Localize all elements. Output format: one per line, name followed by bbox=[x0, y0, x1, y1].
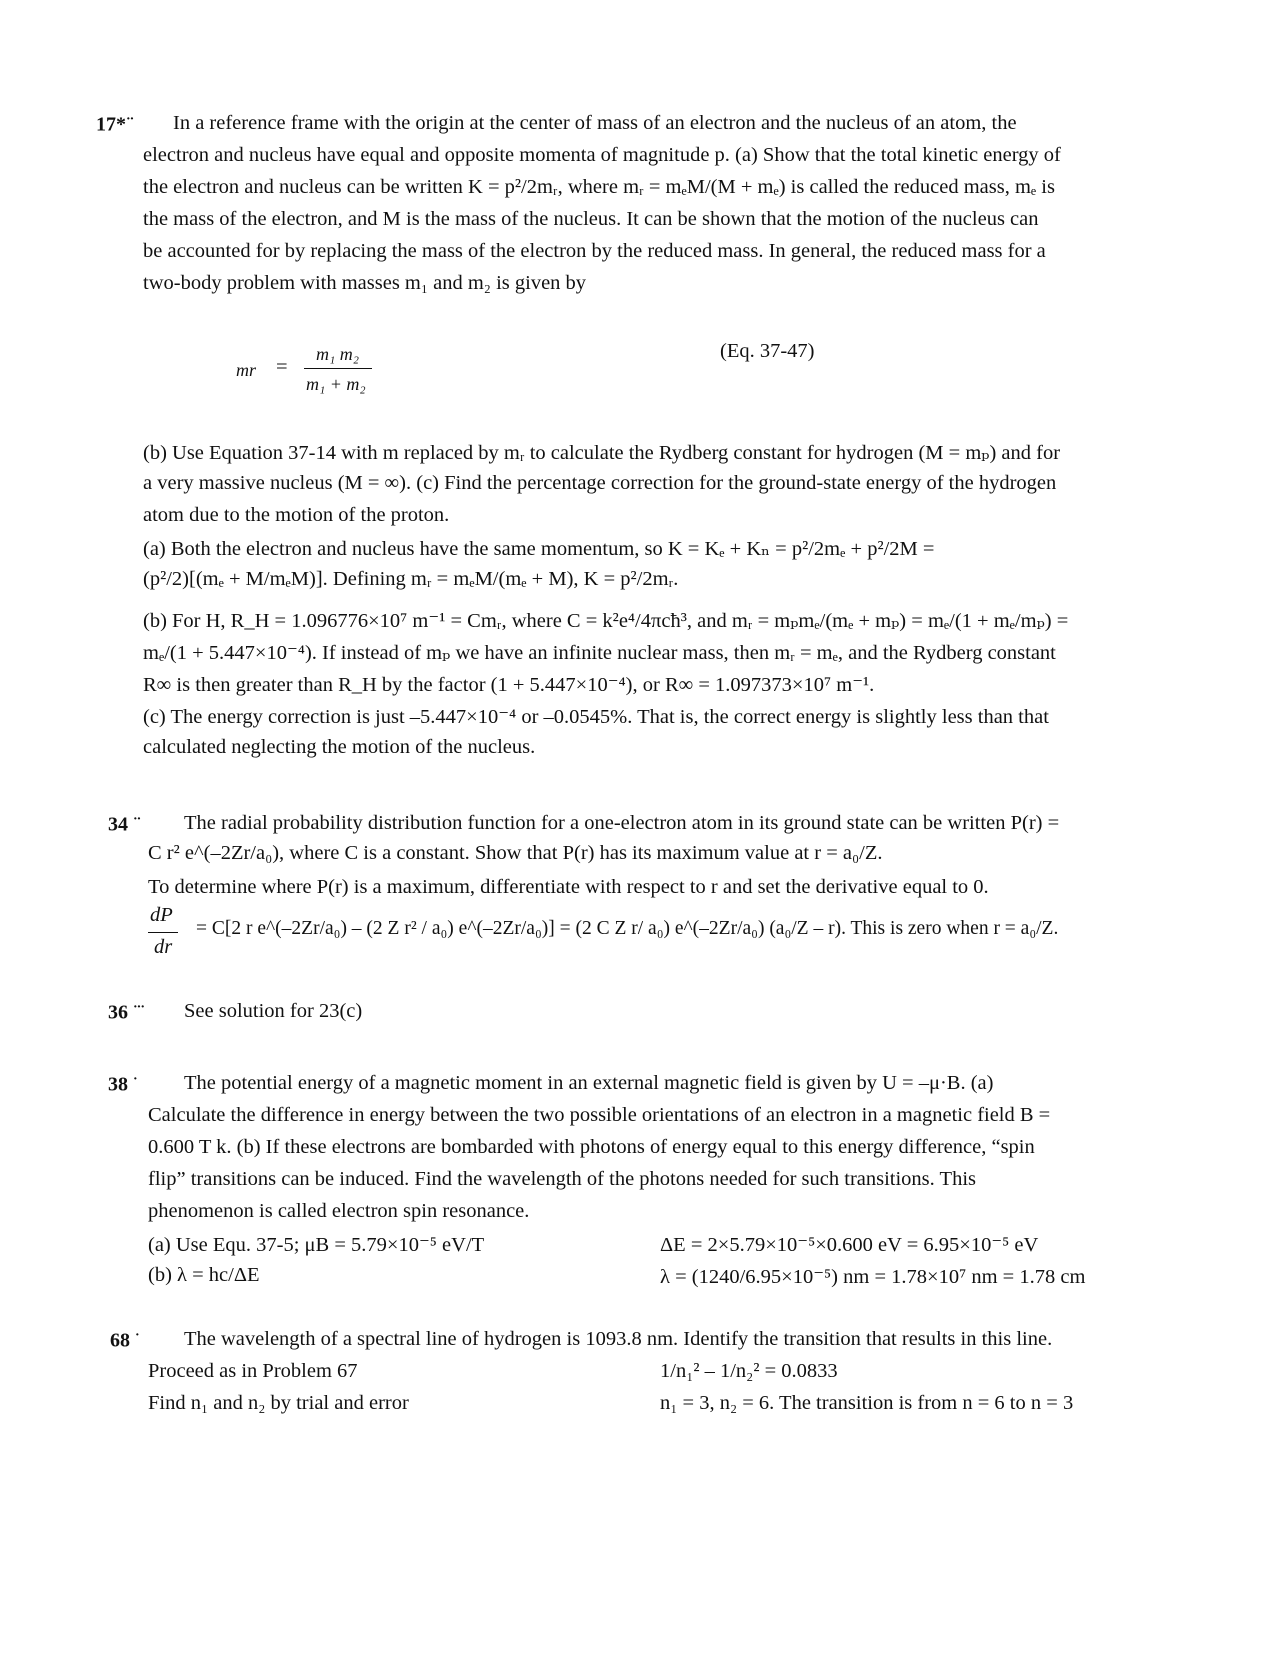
derivative-denominator: dr bbox=[154, 936, 173, 958]
p68-solution-1-right: 1/n₁² – 1/n₂² = 0.0833 bbox=[660, 1360, 838, 1382]
p38-solution-b-right: λ = (1240/6.95×10⁻⁵) nm = 1.78×10⁷ nm = 1.78 cm bbox=[660, 1266, 1086, 1288]
p34-solution-line-1: To determine where P(r) is a maximum, differentiate with respect to r and set the derivative equal to 0. bbox=[148, 876, 989, 898]
p36-text: See solution for 23(c) bbox=[184, 1000, 363, 1022]
p17-question-line-2: electron and nucleus have equal and opposite momenta of magnitude p. (a) Show that the total kinetic energy of bbox=[143, 144, 1061, 166]
p17-question-line-4: the mass of the electron, and M is the mass of the nucleus. It can be shown that the motion of the nucleus can bbox=[143, 208, 1039, 230]
p68-solution-2-right: n₁ = 3, n₂ = 6. The transition is from n = 6 to n = 3 bbox=[660, 1392, 1074, 1414]
problem-36-number: 36 ··· bbox=[108, 1000, 145, 1024]
p38-question-line-3: 0.600 T k. (b) If these electrons are bombarded with photons of energy equal to this energy difference, “spin bbox=[148, 1136, 1035, 1158]
problem-68-number: 68 · bbox=[110, 1328, 139, 1352]
p17-question-line-3: the electron and nucleus can be written K = p²/2mᵣ, where mᵣ = mₑM/(M + mₑ) is called the reduced mass, mₑ is bbox=[143, 176, 1055, 198]
p17-question-line-6: two-body problem with masses m₁ and m₂ is given by bbox=[143, 272, 587, 294]
derivative-numerator: dP bbox=[150, 904, 173, 926]
p17-solution-b-line-1: (b) For H, R_H = 1.096776×10⁷ m⁻¹ = Cmᵣ, where C = k²e⁴/4πcħ³, and mᵣ = mₚmₑ/(mₑ + mₚ) = mₑ/(1 + mₑ/mₚ) = bbox=[143, 610, 1069, 632]
p38-solution-a-left: (a) Use Equ. 37-5; μB = 5.79×10⁻⁵ eV/T bbox=[148, 1234, 485, 1256]
p17-solution-a-line-2: (p²/2)[(mₑ + M/mₑM)]. Defining mᵣ = mₑM/(mₑ + M), K = p²/2mᵣ. bbox=[143, 568, 679, 590]
p68-solution-1-left: Proceed as in Problem 67 bbox=[148, 1360, 358, 1382]
p17-question-line-5: be accounted for by replacing the mass of the electron by the reduced mass. In general, the reduced mass for a bbox=[143, 240, 1046, 262]
derivative-fraction-bar bbox=[148, 932, 178, 933]
p38-question-line-4: flip” transitions can be induced. Find the wavelength of the photons needed for such transitions. This bbox=[148, 1168, 976, 1190]
p17-solution-a-line-1: (a) Both the electron and nucleus have the same momentum, so K = Kₑ + Kₙ = p²/2mₑ + p²/2M = bbox=[143, 538, 935, 560]
p38-solution-b-left: (b) λ = hc/ΔE bbox=[148, 1264, 260, 1286]
eq-lhs: mr bbox=[236, 360, 257, 380]
eq-fraction-bar bbox=[304, 368, 372, 369]
p17-part-b-line-1: (b) Use Equation 37-14 with m replaced by mᵣ to calculate the Rydberg constant for hydrogen (M = mₚ) and for bbox=[143, 442, 1061, 464]
p17-solution-b-line-2: mₑ/(1 + 5.447×10⁻⁴). If instead of mₚ we have an infinite nuclear mass, then mᵣ = mₑ, and the Rydberg constant bbox=[143, 642, 1056, 664]
problem-34-number: 34 ·· bbox=[108, 812, 141, 836]
p17-solution-b-line-3: R∞ is then greater than R_H by the factor (1 + 5.447×10⁻⁴), or R∞ = 1.097373×10⁷ m⁻¹. bbox=[143, 674, 875, 696]
eq-equals: = bbox=[276, 356, 288, 378]
p38-question-line-2: Calculate the difference in energy between the two possible orientations of an electron in a magnetic field B = bbox=[148, 1104, 1051, 1126]
eq-denominator: m₁ + m₂ bbox=[306, 374, 366, 394]
p68-solution-2-left: Find n₁ and n₂ by trial and error bbox=[148, 1392, 409, 1414]
p38-question-line-1: The potential energy of a magnetic moment in an external magnetic field is given by U = –μ·B. (a) bbox=[184, 1072, 994, 1094]
p34-question-line-2: C r² e^(–2Zr/a₀), where C is a constant. Show that P(r) has its maximum value at r = a₀/Z. bbox=[148, 842, 883, 864]
p17-solution-c-line-2: calculated neglecting the motion of the nucleus. bbox=[143, 736, 536, 758]
p38-question-line-5: phenomenon is called electron spin resonance. bbox=[148, 1200, 530, 1222]
p17-part-b-line-2: a very massive nucleus (M = ∞). (c) Find the percentage correction for the ground-state energy of the hydrogen bbox=[143, 472, 1057, 494]
p17-part-b-line-3: atom due to the motion of the proton. bbox=[143, 504, 450, 526]
eq-label: (Eq. 37-47) bbox=[720, 340, 815, 362]
problem-38-number: 38 · bbox=[108, 1072, 137, 1096]
eq-numerator: m₁ m₂ bbox=[316, 344, 360, 364]
p34-question-line-1: The radial probability distribution function for a one-electron atom in its ground state can be written P(r) = bbox=[184, 812, 1060, 834]
derivative-expression: = C[2 r e^(–2Zr/a₀) – (2 Z r² / a₀) e^(–2Zr/a₀)] = (2 C Z r/ a₀) e^(–2Zr/a₀) (a₀/Z – r). This is zero when r = a₀/Z. bbox=[196, 918, 1059, 939]
p38-solution-a-right: ΔE = 2×5.79×10⁻⁵×0.600 eV = 6.95×10⁻⁵ eV bbox=[660, 1234, 1039, 1256]
problem-17-number: 17*·· bbox=[96, 112, 134, 136]
p17-question-line-1: In a reference frame with the origin at the center of mass of an electron and the nucleus of an atom, the bbox=[173, 112, 1017, 134]
p68-question-line-1: The wavelength of a spectral line of hydrogen is 1093.8 nm. Identify the transition that results in this line. bbox=[184, 1328, 1053, 1350]
p17-solution-c-line-1: (c) The energy correction is just –5.447×10⁻⁴ or –0.0545%. That is, the correct energy is slightly less than that bbox=[143, 706, 1049, 728]
